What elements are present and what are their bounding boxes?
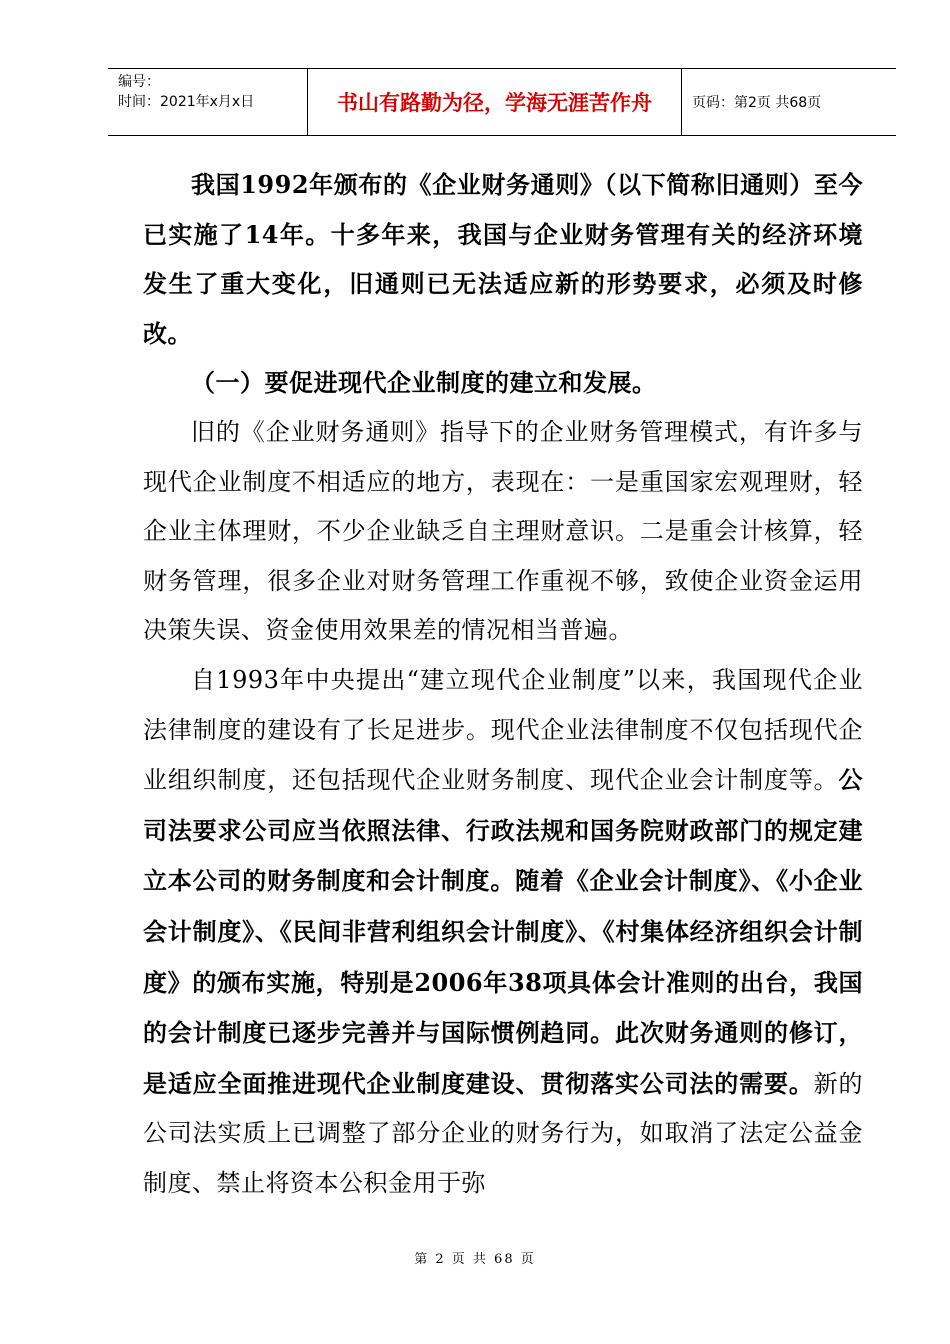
paragraph-modern-enterprise	[143, 656, 863, 1209]
paragraph-text-continuation: 新的公司法实质上已调整了部分企业的财务行为，如取消了法定公益金制度、禁止将资本公积金用于弥	[143, 1069, 864, 1197]
header-page-info: 页码：第2页 共68页	[692, 95, 822, 111]
date-label: 时间：2021年x月x日	[118, 94, 255, 110]
page-header	[108, 68, 896, 136]
header-motto: 书山有路勤为径，学海无涯苦作舟	[308, 69, 682, 135]
section-heading: （一）要促进现代企业制度的建立和发展。	[191, 368, 657, 398]
serial-number-label: 编号：	[118, 74, 160, 90]
paragraph-old-rules: 旧的《企业财务通则》指导下的企业财务管理模式，有许多与现代企业制度不相适应的地方，表现在：一是重国家宏观理财，轻企业主体理财，不少企业缺乏自主理财意识。二是重会计核算，轻财务管理，很多企业对财务管理工作重视不够，致使企业资金运用决策失误、资金使用效果差的情况相当普遍。	[143, 417, 863, 645]
document-body	[143, 160, 863, 1208]
header-meta-cell	[108, 69, 308, 135]
page-footer: 第 2 页 共 68 页	[414, 1252, 536, 1267]
paragraph-text-normal: 自1993年中央提出“建立现代企业制度”以来，我国现代企业法律制度的建设有了长足进步。现代企业法律制度不仅包括现代企业组织制度，还包括现代企业财务制度、现代企业会计制度等。	[143, 665, 863, 795]
paragraph-text-bold: 公司法要求公司应当依照法律、行政法规和国务院财政部门的规定建立本公司的财务制度和会计制度。随着《企业会计制度》、《小企业会计制度》、《民间非营利组织会计制度》、《村集体经济组织会计制度》的颁布实施，特别是2006年38项具体会计准则的出台，我国的会计制度已逐步完善并与国际惯例趋同。此次财务通则的修订，是适应全面推进现代企业制度建设、贯彻落实公司法的需要。	[143, 765, 863, 1098]
intro-paragraph: 我国1992年颁布的《企业财务通则》（以下简称旧通则）至今已实施了14年。十多年来，我国与企业财务管理有关的经济环境发生了重大变化，旧通则已无法适应新的形势要求，必须及时修改。	[143, 170, 863, 348]
